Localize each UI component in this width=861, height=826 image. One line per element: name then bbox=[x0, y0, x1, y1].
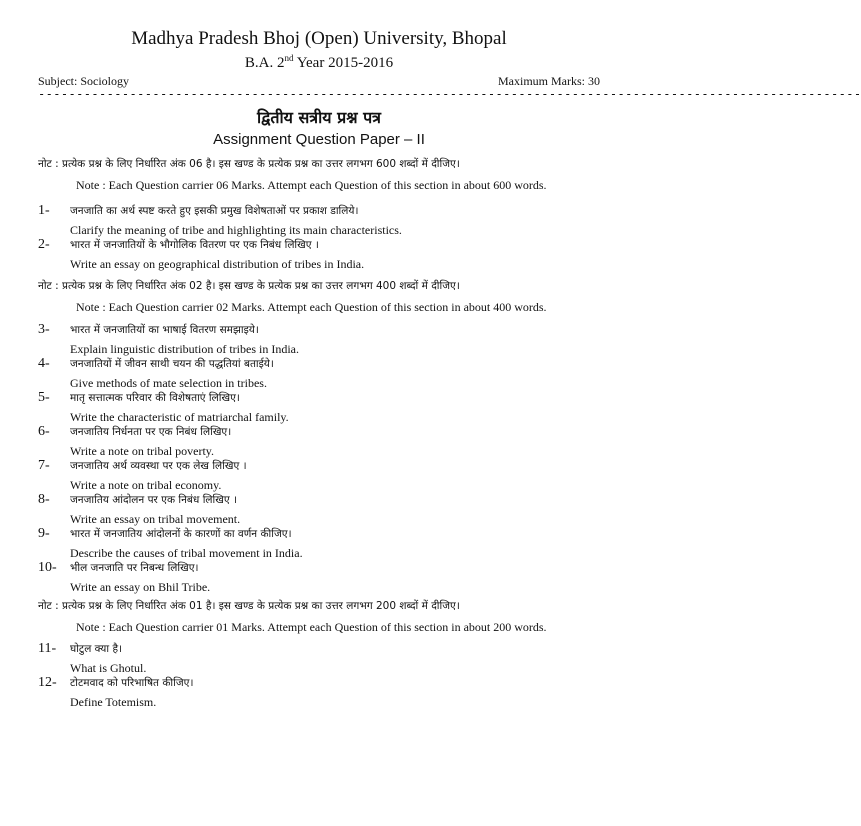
max-marks-label: Maximum Marks: 30 bbox=[498, 74, 600, 88]
question-english: What is Ghotul. bbox=[70, 661, 147, 675]
question-hindi: जनजातिय अर्थ व्यवस्था पर एक लेख लिखिए । bbox=[70, 460, 247, 472]
question-hindi: टोटमवाद को परिभाषित कीजिए। bbox=[70, 677, 194, 689]
question-number: 1- bbox=[38, 203, 50, 218]
question-hindi: भारत में जनजातिय आंदोलनों के कारणों का वर्णन कीजिए। bbox=[70, 528, 292, 540]
degree-suffix: Year 2015-2016 bbox=[293, 55, 394, 71]
question-english: Write the characteristic of matriarchal family. bbox=[70, 410, 289, 424]
question-hindi: भारत में जनजातियों का भाषाई वितरण समझाइये। bbox=[70, 324, 259, 336]
question-number: 8- bbox=[38, 492, 50, 507]
note-english: Note : Each Question carrier 06 Marks. Attempt each Question of this section in about 600 words. bbox=[76, 178, 547, 192]
note-english: Note : Each Question carrier 01 Marks. Attempt each Question of this section in about 200 words. bbox=[76, 620, 547, 634]
question-number: 4- bbox=[38, 356, 50, 371]
question-english: Define Totemism. bbox=[70, 695, 157, 709]
question-hindi: जनजातिय निर्धनता पर एक निबंध लिखिए। bbox=[70, 426, 232, 438]
question-hindi: घोटुल क्या है। bbox=[70, 643, 122, 655]
hindi-title: द्वितीय सत्रीय प्रश्न पत्र bbox=[256, 108, 381, 127]
question-english: Write a note on tribal poverty. bbox=[70, 444, 215, 458]
subject-label: Subject: Sociology bbox=[38, 74, 129, 88]
question-number: 9- bbox=[38, 526, 50, 541]
degree-sup: nd bbox=[284, 53, 294, 63]
question-number: 3- bbox=[38, 322, 50, 337]
note-hindi: नोट : प्रत्येक प्रश्न के लिए निर्धारित अंक 02 है। इस खण्ड के प्रत्येक प्रश्न का उत्तर लगभग 400 शब्दों में दीजिए। bbox=[38, 280, 460, 292]
university-name: Madhya Pradesh Bhoj (Open) University, Bhopal bbox=[131, 28, 507, 49]
question-english: Write an essay on geographical distribution of tribes in India. bbox=[70, 257, 365, 271]
question-english: Write an essay on Bhil Tribe. bbox=[70, 580, 211, 594]
question-number: 6- bbox=[38, 424, 50, 439]
question-number: 2- bbox=[38, 237, 50, 252]
question-hindi: भील जनजाति पर निबन्ध लिखिए। bbox=[70, 562, 199, 574]
question-english: Give methods of mate selection in tribes. bbox=[70, 376, 267, 390]
question-number: 11- bbox=[38, 641, 57, 656]
note-hindi: नोट : प्रत्येक प्रश्न के लिए निर्धारित अंक 01 है। इस खण्ड के प्रत्येक प्रश्न का उत्तर लगभग 200 शब्दों में दीजिए। bbox=[38, 600, 460, 612]
degree-prefix: B.A. 2 bbox=[244, 55, 285, 71]
question-number: 5- bbox=[38, 390, 50, 405]
question-english: Write an essay on tribal movement. bbox=[70, 512, 241, 526]
question-hindi: मातृ सत्तात्मक परिवार की विशेषताएं लिखिए। bbox=[70, 392, 240, 404]
separator-line: ------------------------------------------------------------------------------------------------------------ bbox=[38, 87, 861, 101]
degree-year bbox=[0, 53, 638, 72]
question-number: 7- bbox=[38, 458, 50, 473]
note-english: Note : Each Question carrier 02 Marks. Attempt each Question of this section in about 400 words. bbox=[76, 300, 547, 314]
question-english: Write a note on tribal economy. bbox=[70, 478, 222, 492]
question-hindi: जनजातियों में जीवन साथी चयन की पद्धतियां बताईये। bbox=[70, 358, 274, 370]
question-hindi: भारत में जनजातियों के भौगोलिक वितरण पर एक निबंध लिखिए । bbox=[70, 239, 319, 251]
question-english: Clarify the meaning of tribe and highlighting its main characteristics. bbox=[70, 223, 402, 237]
question-number: 10- bbox=[38, 560, 57, 575]
note-hindi: नोट : प्रत्येक प्रश्न के लिए निर्धारित अंक 06 है। इस खण्ड के प्रत्येक प्रश्न का उत्तर लगभग 600 शब्दों में दीजिए। bbox=[38, 158, 460, 170]
question-english: Describe the causes of tribal movement in India. bbox=[70, 546, 303, 560]
question-hindi: जनजातिय आंदोलन पर एक निबंध लिखिए । bbox=[70, 494, 237, 506]
question-hindi: जनजाति का अर्थ स्पष्ट करते हुए इसकी प्रमुख विशेषताओं पर प्रकाश डालिये। bbox=[70, 205, 359, 217]
question-english: Explain linguistic distribution of tribes in India. bbox=[70, 342, 299, 356]
question-number: 12- bbox=[38, 675, 57, 690]
paper-title: Assignment Question Paper – II bbox=[213, 131, 425, 148]
